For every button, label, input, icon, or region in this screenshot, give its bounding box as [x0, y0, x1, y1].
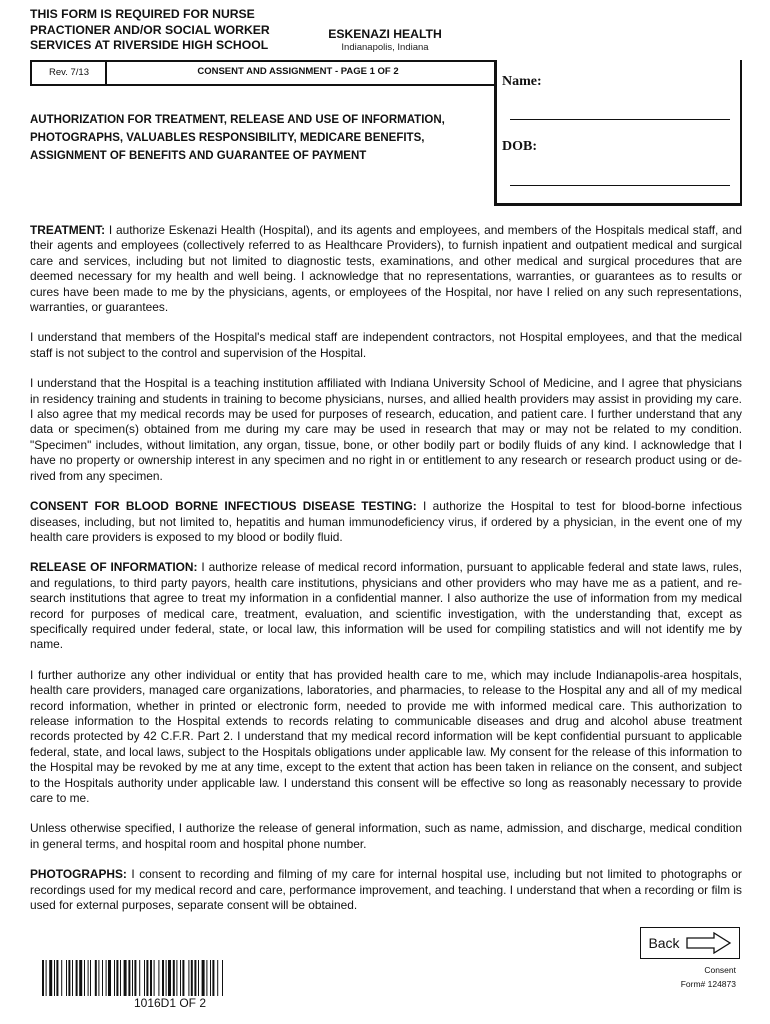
barcode-bar — [124, 960, 127, 996]
bloodborne-heading: CONSENT FOR BLOOD BORNE INFECTIOUS DISEASE TESTING: — [30, 499, 417, 514]
barcode-bar — [49, 960, 52, 996]
barcode-bar — [134, 960, 136, 996]
general-information-paragraph: Unless otherwise specified, I authorize the release of general information, such as name, admission, and discharge, medical condition in general terms, and hospital room and hospital phone number. — [30, 821, 742, 851]
barcode-bar — [128, 960, 130, 996]
back-label: Back — [648, 935, 680, 951]
form-number: Form# 124873 — [680, 979, 736, 989]
barcode-bar — [120, 960, 121, 996]
patient-box-right-rule — [740, 60, 742, 205]
photographs-heading: PHOTOGRAPHS: — [30, 867, 127, 882]
barcode-bar — [76, 960, 78, 996]
header-top-rule — [30, 60, 496, 62]
barcode-bar — [98, 960, 99, 996]
consent-body — [30, 223, 742, 928]
barcode-bar — [116, 960, 118, 996]
treatment-text: I authorize Eskenazi Health (Hospital), and its agents and employees, and members of the Hospitals medical staff, and their agents and employees (collectively referred to as Healthcare Providers), to furnish inpatient and outpatient medical and surgical care and services, including but not limited to diagnostic tests, examinations, and other medical and surgical procedures that are deemed necessary for my health and well being. I acknowledge that no representations, warranties, or guarantees as to results or cures have been made to me by the physicians, agents, or employees of the Hospital, nor have I relied on any such representations, warranties, or guarantees. — [30, 223, 742, 315]
barcode-bar — [154, 960, 155, 996]
barcode-bar — [46, 960, 47, 996]
barcode-bar — [206, 960, 207, 996]
revision-date: Rev. 7/13 — [49, 67, 89, 78]
barcode-bar — [144, 960, 145, 996]
barcode-bar — [168, 960, 171, 996]
barcode-bar — [176, 960, 177, 996]
barcode-bar — [132, 960, 133, 996]
barcode-bar — [158, 960, 159, 996]
bloodborne-paragraph — [30, 499, 742, 545]
barcode-bar — [162, 960, 164, 996]
barcode-bar — [191, 960, 193, 996]
photographs-text: I consent to recording and filming of my care for internal hospital use, including but not limited to photographs or recordings used for my medical record and care, performance improvement, and teaching. I understand that when a recording or film is used for external purposes, separate consent will be obtained. — [30, 867, 742, 913]
barcode-bar — [173, 960, 175, 996]
barcode-bar — [202, 960, 205, 996]
barcode-bar — [56, 960, 58, 996]
barcode-bar — [66, 960, 67, 996]
authorization-title: AUTHORIZATION FOR TREATMENT, RELEASE AND USE OF INFORMATION, PHOTOGRAPHS, VALUABLES RESPONSIBILITY, MEDICARE BENEFITS, ASSIGNMENT OF BENEFITS AND GUARANTEE OF PAYMENT — [30, 114, 445, 162]
barcode-bar — [106, 960, 107, 996]
organization-name: ESKENAZI HEALTH — [328, 27, 442, 41]
header-mid-rule — [105, 60, 107, 85]
barcode-id: 1016D1 OF 2 — [133, 996, 207, 1010]
release-text: I authorize release of medical record information, pursuant to applicable federal and state laws, rules, and regulations, to third party payors, health care institutions, physicians and other providers who may have me as a patient, and re-search institutions that agree to treat my information in a confidential manner. I also authorize the use of information from my medical record for purposes of medical care, treatment, evaluation, and scientific investigation, with the understanding that, except as specifically required under federal, state, or local law, this information will be used for compiling statistics and will not identify me by name. — [30, 560, 742, 652]
patient-box-bottom-rule — [494, 203, 742, 206]
barcode-bar — [114, 960, 115, 996]
header-left-rule — [30, 60, 32, 85]
barcode-bar — [210, 960, 211, 996]
barcode-image — [42, 960, 280, 996]
contractors-paragraph: I understand that members of the Hospital's medical staff are independent contractors, not Hospital employees, and that the medical staff is not subject to the control and supervision of the Hospital. — [30, 330, 742, 360]
barcode-bar — [68, 960, 70, 996]
bloodborne-text: I authorize the Hospital to test for blood-borne infectious diseases, including, but not limited to, hepatitis and human immunodeficiency virus, if ordered by a physician, in the event one of my health care providers is exposed to my blood or bodily fluid. — [30, 499, 742, 544]
patient-dob-label: DOB: — [502, 139, 537, 154]
barcode-bar — [150, 960, 152, 996]
patient-box-left-rule — [494, 60, 497, 205]
form-requirement-title: THIS FORM IS REQUIRED FOR NURSE PRACTIONER AND/OR SOCIAL WORKER SERVICES AT RIVERSIDE HIGH SCHOOL — [30, 7, 270, 52]
photographs-paragraph — [30, 867, 742, 913]
barcode-bar — [180, 960, 181, 996]
barcode-bar — [90, 960, 91, 996]
teaching-paragraph: I understand that the Hospital is a teaching institution affiliated with Indiana University School of Medicine, and I agree that physicians in residency training and students in training to become physicians, nurses, and allied health providers may assist in providing my care. I also agree that my medical records may be used for purposes of research, education, and patient care. I further understand that any data or specimen(s) obtained from me during my care may be used in research that may or may not be related to my condition. "Specimen" includes, without limitation, any organ, tissue, bone, or other bodily part or bodily fluids of any kind. I acknowledge that I have no property or ownership interest in any specimen and no right in or entitlement to any research or research product using or de-rived from any specimen. — [30, 376, 742, 483]
barcode-bar — [198, 960, 199, 996]
barcode-bar — [79, 960, 82, 996]
barcode-bar — [146, 960, 148, 996]
further-authorization-paragraph: I further authorize any other individual or entity that has provided health care to me, which may include Indianapolis-area hospitals, health care providers, managed care organizations, laboratories, and pharmacies, to release to the Hospital any and all of my medical record information, whether in printed or electronic form, needed to provide me with informed medical care. This authorization to release information to the Hospital extends to records relating to communicable diseases and drug and alcohol abuse treatment records protected by 42 C.F.R. Part 2. I understand that my medical record information will be kept confidential pursuant to applicable federal, state, and local laws, subject to the Hospitals obligations under applicable law. My consent for the release of this information to the Hospital may be revoked by me at any time, except to the extent that action has been taken in reliance on the consent, and subject to the Hospitals authority under applicable law. I understand this consent will be effective so long as reasonably necessary to provide care to me. — [30, 667, 742, 805]
barcode-bar — [222, 960, 223, 996]
barcode-bar — [108, 960, 111, 996]
barcode-bar — [54, 960, 55, 996]
patient-name-field[interactable] — [510, 119, 730, 120]
right-arrow-icon — [686, 932, 732, 954]
barcode-bar — [188, 960, 189, 996]
barcode-bar — [217, 960, 218, 996]
barcode-bar — [212, 960, 214, 996]
barcode-bar — [84, 960, 85, 996]
barcode-bar — [72, 960, 73, 996]
back-button[interactable] — [640, 927, 740, 959]
barcode-bar — [88, 960, 89, 996]
barcode-bar — [139, 960, 140, 996]
barcode-bar — [166, 960, 167, 996]
treatment-heading: TREATMENT: — [30, 223, 106, 237]
barcode-bar — [95, 960, 97, 996]
release-heading: RELEASE OF INFORMATION: — [30, 560, 198, 575]
barcode-bar — [42, 960, 44, 996]
treatment-paragraph — [30, 223, 742, 315]
barcode-bar — [102, 960, 103, 996]
organization-city: Indianapolis, Indiana — [341, 42, 429, 53]
patient-name-label: Name: — [502, 74, 542, 89]
barcode-bar — [194, 960, 196, 996]
consent-label: Consent — [704, 965, 736, 975]
barcode-bar — [61, 960, 62, 996]
release-paragraph — [30, 560, 742, 652]
patient-dob-field[interactable] — [510, 185, 730, 186]
barcode-bar — [182, 960, 184, 996]
consent-page-indicator: CONSENT AND ASSIGNMENT - PAGE 1 OF 2 — [197, 66, 399, 77]
header-divider-rule — [30, 84, 496, 86]
